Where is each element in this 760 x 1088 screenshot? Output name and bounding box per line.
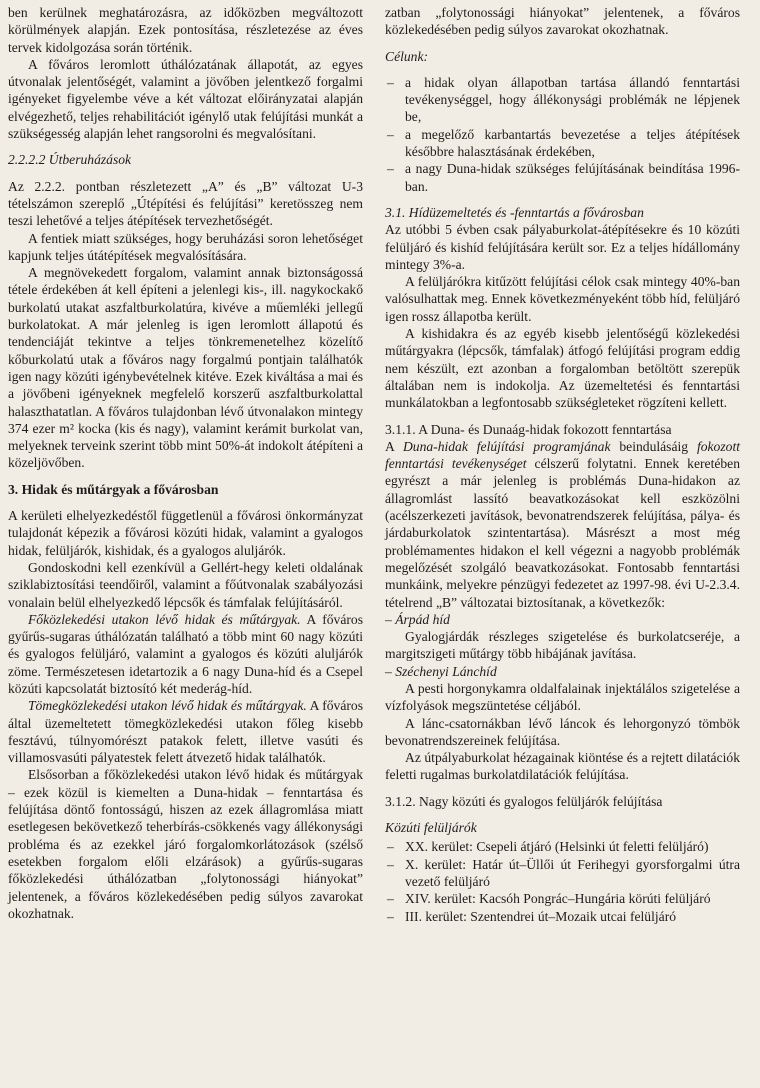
paragraph: A főváros leromlott úthálózatának állapotát, az egyes útvonalak jelentőségét, valamint a jövőben jelentkező forgalmi igényeket figyelembe véve a két változat előirányzatai alapján elvégezhető, teljes rehabilitációt igénylő utak felújítási munkát a szükségesség alapján lehet rangsorolni és megvalósítani.: [8, 56, 363, 142]
list-item: – a hidak olyan állapotban tartása állandó fenntartási tevékenységgel, hogy állékonysági problémák ne lépjenek be,: [385, 74, 740, 126]
list-item: – a nagy Duna-hidak szükséges felújításának beindítása 1996-ban.: [385, 160, 740, 195]
goals-list: [385, 74, 740, 195]
paragraph: A kishidakra és az egyéb kisebb jelentőségű közlekedési műtárgyakra (lépcsők, támfalak) átfogó felújítási program eddig nem készült, ezt azonban a forgalomban betöltött szerepük általában nem is indokolja. Az üzemeltetési és fenntartási munkálatokban a legfontosabb szükségleteket rögzíteni kellett.: [385, 326, 740, 411]
right-column: [385, 4, 740, 1088]
paragraph: A felüljárókra kitűzött felújítási célok csak mintegy 40%-ban valósulhattak meg. Ennek következményeként több híd, felüljáró igen rossz állapotba került.: [385, 274, 740, 324]
paragraph: Az 2.2.2. pontban részletezett „A” és „B” változat U-3 tételszámon szereplő „Útépítési és felújítási” keretösszeg nem teszi lehetővé a teljes átépítések tervezhetőségét.: [8, 178, 363, 229]
section-heading-3: 3. Hidak és műtárgyak a fővárosban: [8, 481, 219, 497]
overpasses-label: Közúti felüljárók: [385, 820, 477, 836]
paragraph: Az utóbbi 5 évben csak pályaburkolat-átépítésekre és 10 közúti felüljáró és kishíd felújítására került sor. Ez a teljes hídállomány mintegy 3%-a.: [385, 222, 740, 272]
paragraph: A lánc-csatornákban lévő láncok és lehorgonyzó tömbök bevonatrendszereinek felújítása.: [385, 715, 740, 748]
paragraph-lead: Főközlekedési utakon lévő hidak és műtárgyak.: [28, 611, 301, 627]
paragraph: Főközlekedési utakon lévő hidak és műtárgyak. A főváros gyűrűs-sugaras úthálózatán található a több mint 60 nagy közúti és gyalogos felüljáró, valamint a gyalogos és közúti aluljárók zöme. Természetesen idetartozik a 6 nagy Duna-híd és a Csepel közúti kapcsolatát biztosító két mederág-híd.: [8, 611, 363, 696]
paragraph: A fentiek miatt szükséges, hogy beruházási soron lehetőséget kapjunk teljes útátépítések megvalósítására.: [8, 230, 363, 263]
paragraph: ben kerülnek meghatározásra, az időközben megváltozott körülmények alapján. Ezek pontosítása, részletezése az éves tervek kidolgozása során történik.: [8, 5, 363, 55]
goals-label: Célunk:: [385, 48, 429, 64]
paragraph: Tömegközlekedési utakon lévő hidak és műtárgyak. A főváros által üzemeltetett tömegközlekedési utakon főleg kisebb fesztávú, túlnyomórészt patakok felett, illetve vasúti és villamosvasúti pályatestek felett átvezető hidak találhatók.: [8, 698, 363, 766]
paragraph: A kerületi elhelyezkedéstől függetlenül a fővárosi önkormányzat tulajdonát képezik a fővárosi közúti hidak, valamint a gyalogos hidak, felüljárók, kishidak, és a gyalogos aluljárók.: [8, 508, 363, 558]
section-heading-2222: 2.2.2.2 Útberuházások: [8, 152, 132, 168]
list-item: – XIV. kerület: Kacsóh Pongrác–Hungária körúti felüljáró: [385, 890, 740, 907]
paragraph: A Duna-hidak felújítási programjának beindulásáig fokozott fenntartási tevékenységet célszerű folytatni. Ennek keretében egyrészt a már jelenleg is problémás Duna-hidakon az állagromlást lassító beavatkozásokat kell eszközölni (acélszerkezeti javítások, bevonatrendszerek felújítása, pálya- és járdaburkolatok szintentartása). Másrészt a most még problémamentes hidakon el kell végezni a nagyobb problémák megelőzését szolgáló beavatkozásokat. Fontosabb fenntartási munkáink, melyekre pénzügyi fedezetet az 1997-98. évi U-2.3.4. tételrend „B” változatai biztosítanak, a következők:: [385, 438, 741, 610]
list-item: – XX. kerület: Csepeli átjáró (Helsinki út feletti felüljáró): [385, 838, 740, 855]
section-heading-312: 3.1.2. Nagy közúti és gyalogos felüljárók felújítása: [385, 793, 663, 809]
paragraph: A megnövekedett forgalom, valamint annak biztonságossá tétele érdekében át kell építeni a jelenlegi kis-, ill. nagykockakő burkolatú utakat aszfaltburkolatúra, kivéve a műemléki jellegű burkolatokat. A már jelenleg is igen leromlott állapotú és tendenciáját tekintve a teljes tönkremenetelhez közelítő kőburkolatú utak a főváros nagy forgalmú pontjain találhatók igen nagy közúti igénybevételnek kitéve. Ezek kiváltása a mai és a jövőbeni igényeknek megfelelő korszerű aszfaltburkolattal halaszthatatlan. A főváros tulajdonban lévő útvonalakon mintegy 374 ezer m² kocka (kis és nagy), valamint kerámit burkolat van, melyeknek terveink szerint több mint 50%-át indokolt átépíteni a közeljövőben.: [8, 265, 363, 471]
paragraph: Az útpályaburkolat hézagainak kiöntése és a rejtett dilatációk feletti rugalmas burkolatdilatációk felújítása.: [385, 750, 740, 783]
left-column: [8, 4, 363, 1088]
paragraph: zatban „folytonossági hiányokat” jelentenek, a főváros közlekedésében pedig súlyos zavarokat okozhatnak.: [385, 5, 740, 38]
paragraph: Elsősorban a főközlekedési utakon lévő hidak és műtárgyak – ezek közül is kiemelten a Duna-hidak – fenntartása és felújítása döntő fontosságú, hiszen az ezek állagromlása miatt esetlegesen bekövetkező teherbírás-csökkenés vagy állékonysági probléma és az ezekkel járó forgalomkorlátozások (szélső esetekben forgalom előli elzárások) a gyűrűs-sugaras főközlekedési úthálózatban „folytonossági hiányokat” jelentenek, a főváros közlekedésében pedig súlyos zavarokat okozhatnak.: [8, 767, 363, 921]
section-heading-31: 3.1. Hídüzemeltetés és -fenntartás a fővárosban: [385, 204, 644, 220]
list-item: – III. kerület: Szentendrei út–Mozaik utcai felüljáró: [385, 908, 740, 925]
overpasses-list: [385, 838, 740, 924]
list-item: – X. kerület: Határ út–Üllői út Ferihegyi gyorsforgalmi útra vezető felüljáró: [385, 856, 740, 891]
bridge-subheading-arpad: – Árpád híd: [385, 611, 740, 628]
section-heading-311: 3.1.1. A Duna- és Dunaág-hidak fokozott fenntartása: [385, 421, 672, 437]
bridge-subheading-lanchid: – Széchenyi Lánchíd: [385, 663, 740, 680]
paragraph: Gyalogjárdák részleges szigetelése és burkolatcseréje, a margitszigeti műtárgy több hibájának javítása.: [385, 629, 740, 662]
paragraph: A pesti horgonykamra oldalfalainak injektálálos szigetelése a vízfolyások megszüntetése céljából.: [385, 680, 740, 714]
paragraph-lead: Tömegközlekedési utakon lévő hidak és műtárgyak.: [28, 698, 307, 714]
list-item: – a megelőző karbantartás bevezetése a teljes átépítések későbbre halasztásának érdekében,: [385, 126, 740, 161]
paragraph: Gondoskodni kell ezenkívül a Gellért-hegy keleti oldalának sziklabiztosítási teendőiről, valamint a főútvonalak szabályozási vonalain belül elhelyezkedő lépcsők és támfalak felújításáról.: [8, 559, 363, 610]
